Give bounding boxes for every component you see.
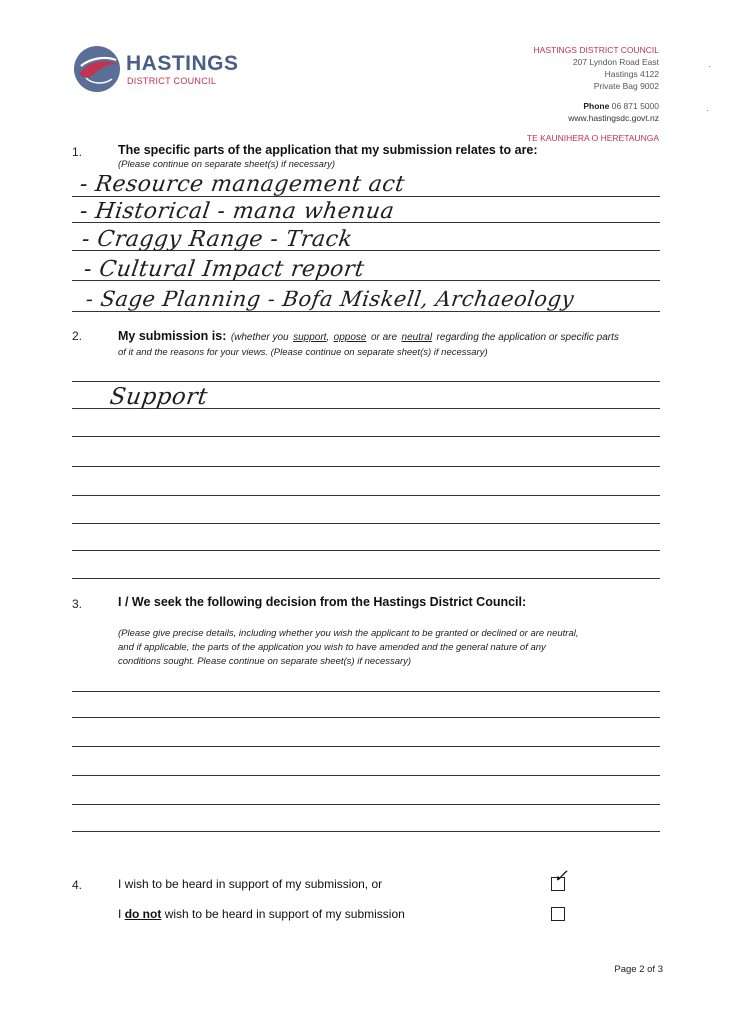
q3-answer-line: [72, 691, 660, 692]
q4-option-heard: I wish to be heard in support of my submission, or: [118, 877, 383, 891]
q4-option-not-heard: [118, 907, 405, 921]
q2-answer-line: [72, 578, 660, 579]
q4-not-heard-checkbox[interactable]: [551, 907, 565, 921]
q2-note-c: or are: [370, 332, 398, 343]
q3-note-line-3: conditions sought. Please continue on separate sheet(s) if necessary): [118, 656, 412, 667]
q2-note-line-2: of it and the reasons for your views. (Please continue on separate sheet(s) if necessary): [118, 347, 488, 358]
q3-note-line-1: (Please give precise details, including whether you wish the applicant to be granted or declined or are neutral,: [118, 628, 579, 639]
address-line-1: 207 Lyndon Road East: [572, 57, 659, 67]
q3-answer-line: [72, 831, 660, 832]
q3-heading: I / We seek the following decision from the Hastings District Council:: [118, 595, 527, 609]
logo-wordmark: HASTINGS: [126, 52, 239, 75]
q1-answer-line: [72, 311, 660, 312]
q3-answer-line: [72, 746, 660, 747]
q2-answer-line: [72, 550, 660, 551]
phone-label: Phone: [583, 101, 610, 111]
q4-option2-prefix: I: [118, 907, 122, 921]
q2-answer-line: [72, 436, 660, 437]
q1-note: (Please continue on separate sheet(s) if necessary): [118, 159, 336, 170]
council-address: [534, 44, 659, 124]
q4-number: 4.: [72, 878, 83, 892]
check-mark-icon: ✓: [553, 866, 569, 887]
q1-number: 1.: [72, 145, 83, 159]
q2-answer-line: [72, 381, 660, 382]
q2-heading: My submission is:: [118, 329, 227, 343]
q2-heading-line: [118, 327, 619, 345]
q2-handwritten-answer: Support: [108, 384, 210, 410]
q1-handwritten-answer: - Historical - mana whenua: [78, 199, 396, 224]
q3-answer-line: [72, 775, 660, 776]
q1-handwritten-answer: - Craggy Range - Track: [80, 227, 355, 252]
q1-handwritten-answer: - Resource management act: [78, 172, 407, 197]
q4-option2-do-not: do not: [124, 907, 162, 921]
q1-heading: The specific parts of the application that my submission relates to are:: [118, 143, 538, 157]
website: www.hastingsdc.govt.nz: [568, 113, 659, 123]
q1-handwritten-answer: - Sage Planning - Bofa Miskell, Archaeology: [84, 287, 576, 311]
q2-answer-line: [72, 466, 660, 467]
q2-note-b: ,: [326, 332, 330, 343]
logo-subtitle: DISTRICT COUNCIL: [127, 76, 217, 86]
council-name: HASTINGS DISTRICT COUNCIL: [533, 45, 659, 55]
q2-number: 2.: [72, 329, 83, 343]
scan-speck: ·: [706, 106, 709, 115]
q2-note-support: support: [293, 332, 327, 343]
q2-answer-line: [72, 495, 660, 496]
q3-note-line-2: and if applicable, the parts of the application you wish to have amended and the general nature of any: [118, 642, 546, 653]
q2-note-a: (whether you: [230, 332, 289, 343]
phone-line: [534, 100, 659, 112]
q3-number: 3.: [72, 597, 83, 611]
q3-answer-line: [72, 717, 660, 718]
maori-council-name: TE KAUNIHERA O HERETAUNGA: [526, 133, 659, 143]
q2-note-neutral: neutral: [401, 332, 433, 343]
q2-note-oppose: oppose: [333, 332, 367, 343]
q1-handwritten-answer: - Cultural Impact report: [82, 257, 367, 282]
address-line-2: Hastings 4122: [604, 69, 659, 79]
address-line-3: Private Bag 9002: [593, 81, 659, 91]
q4-option2-suffix: wish to be heard in support of my submission: [164, 907, 405, 921]
q2-note-d: regarding the application or specific parts: [436, 332, 619, 343]
q3-answer-line: [72, 804, 660, 805]
scan-speck: ·: [708, 62, 711, 71]
phone-number: 06 871 5000: [611, 101, 659, 111]
page-number: Page 2 of 3: [614, 964, 663, 975]
council-logo-icon: [72, 44, 124, 94]
q2-answer-line: [72, 523, 660, 524]
